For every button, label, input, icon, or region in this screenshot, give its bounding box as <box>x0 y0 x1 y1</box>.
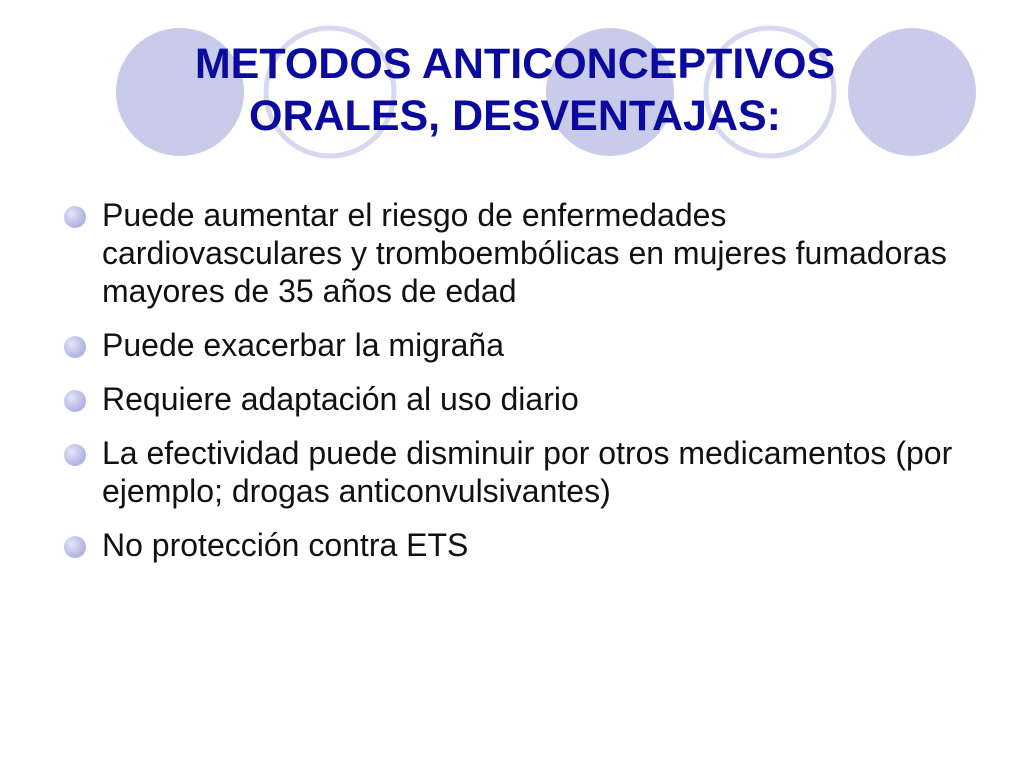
bullet-text: No protección contra ETS <box>102 527 469 563</box>
list-item <box>64 326 974 364</box>
list-item <box>64 380 974 418</box>
bullet-circle-icon <box>64 336 86 358</box>
bullet-circle-icon <box>64 206 86 228</box>
title-line: METODOS ANTICONCEPTIVOS <box>194 40 836 88</box>
slide-title <box>90 38 940 142</box>
bullet-text: Puede aumentar el riesgo de enfermedades cardiovasculares y tromboembólicas en mujeres fumadoras mayores de 35 años de edad <box>102 197 947 309</box>
title-line: ORALES, DESVENTAJAS: <box>249 92 781 140</box>
bullet-text: Requiere adaptación al uso diario <box>102 381 579 417</box>
bullet-circle-icon <box>64 536 86 558</box>
bullet-circle-icon <box>64 444 86 466</box>
bullet-circle-icon <box>64 390 86 412</box>
list-item <box>64 196 974 310</box>
bullet-text: Puede exacerbar la migraña <box>102 327 505 363</box>
bullet-text: La efectividad puede disminuir por otros medicamentos (por ejemplo; drogas anticonvulsivantes) <box>102 435 953 509</box>
bullet-list <box>64 196 974 580</box>
list-item <box>64 434 974 510</box>
list-item <box>64 526 974 564</box>
